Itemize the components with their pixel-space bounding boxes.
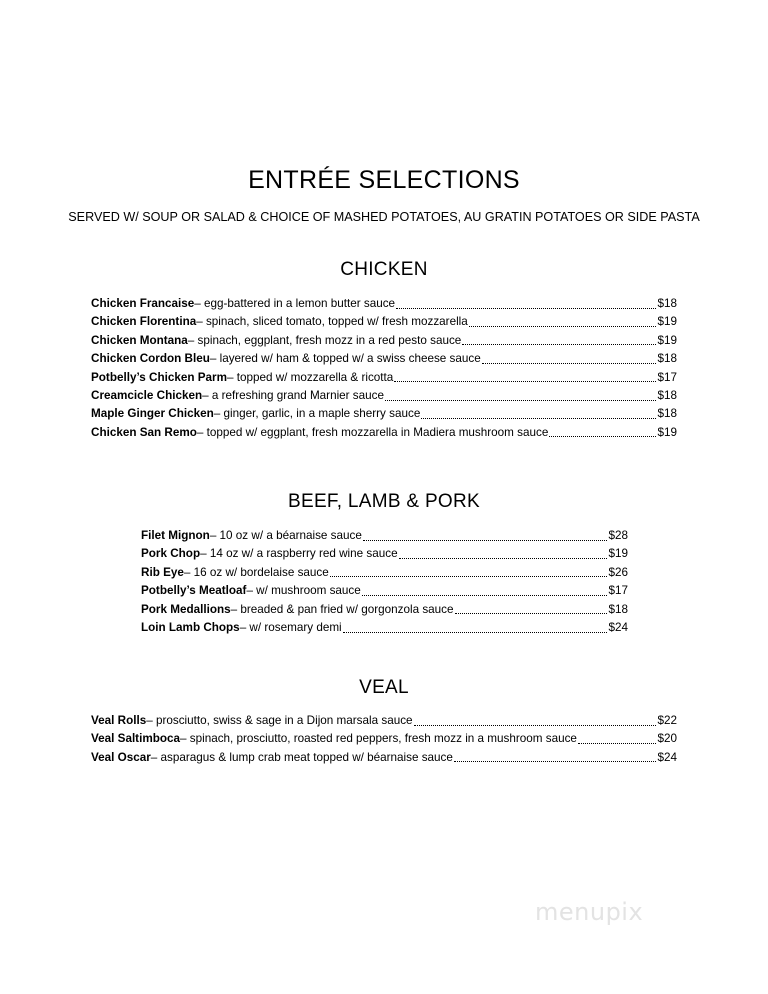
item-name: Rib Eye [141,565,184,579]
item-description: – prosciutto, swiss & sage in a Dijon marsala sauce [146,714,413,727]
item-description: – 16 oz w/ bordelaise sauce [183,565,329,579]
item-price: $28 [608,529,628,542]
item-name: Maple Ginger Chicken [91,407,214,421]
dot-leader [421,418,656,419]
list-item [141,619,628,637]
list-item [141,545,628,563]
item-price: $24 [608,620,628,634]
list-item [141,564,628,582]
dot-leader [362,595,608,596]
item-description: – 10 oz w/ a béarnaise sauce [209,529,362,542]
menu-title: ENTRÉE SELECTIONS [248,166,520,194]
item-description: – spinach, sliced tomato, topped w/ fresh mozzarella [196,315,468,329]
item-price: $18 [608,602,628,616]
dot-leader [414,725,657,726]
item-price: $19 [657,315,677,329]
dot-leader [330,576,608,577]
beef-lamb-pork-list [141,527,628,637]
menupix-watermark-logo: menupix [535,898,644,926]
item-description: – ginger, garlic, in a maple sherry sauce [213,407,421,421]
item-name: Veal Oscar [91,750,151,764]
list-item [91,295,677,313]
item-price: $18 [657,407,677,421]
item-description: – topped w/ mozzarella & ricotta [226,370,394,384]
list-item [91,405,677,423]
item-price: $19 [657,425,677,439]
dot-leader [363,540,608,541]
item-name: Chicken Montana [91,333,188,347]
item-price: $19 [608,547,628,561]
item-description: – asparagus & lump crab meat topped w/ béarnaise sauce [150,750,453,764]
item-name: Potbelly’s Chicken Parm [91,370,227,384]
list-item [91,387,677,405]
list-item [91,350,677,368]
list-item [91,332,677,350]
item-description: – w/ rosemary demi [239,620,342,634]
dot-leader [469,326,657,327]
item-description: – layered w/ ham & topped w/ a swiss cheese sauce [209,352,481,366]
dot-leader [343,632,608,633]
list-item [91,730,677,748]
list-item [141,527,628,545]
item-description: – spinach, prosciutto, roasted red peppers, fresh mozz in a mushroom sauce [180,732,577,746]
list-item [91,749,677,767]
dot-leader [462,344,656,345]
dot-leader [578,743,657,744]
item-name: Filet Mignon [141,529,210,542]
item-description: – a refreshing grand Marnier sauce [202,388,384,402]
item-price: $20 [657,732,677,746]
item-description: – egg-battered in a lemon butter sauce [194,297,396,310]
item-name: Chicken Cordon Bleu [91,352,210,366]
item-price: $18 [657,297,677,310]
item-description: – w/ mushroom sauce [246,584,361,598]
item-name: Pork Chop [141,547,201,561]
dot-leader [454,761,657,762]
item-name: Veal Rolls [91,714,147,727]
item-name: Pork Medallions [141,602,231,616]
section-heading-veal: VEAL [359,677,409,698]
dot-leader [394,381,656,382]
list-item [141,601,628,619]
item-name: Veal Saltimboca [91,732,180,746]
dot-leader [549,436,656,437]
item-price: $17 [608,584,628,598]
list-item [141,582,628,600]
item-price: $19 [657,333,677,347]
dot-leader [385,400,656,401]
dot-leader [396,308,656,309]
item-name: Potbelly’s Meatloaf [141,584,247,598]
list-item [91,712,677,730]
dot-leader [455,613,608,614]
item-price: $22 [657,714,677,727]
section-heading-beef-lamb-pork: BEEF, LAMB & PORK [288,491,480,512]
item-price: $18 [657,388,677,402]
dot-leader [399,558,608,559]
item-name: Loin Lamb Chops [141,620,240,634]
item-name: Chicken Florentina [91,315,197,329]
item-price: $24 [657,750,677,764]
dot-leader [482,363,657,364]
menu-subtitle: SERVED W/ SOUP OR SALAD & CHOICE OF MASHED POTATOES, AU GRATIN POTATOES OR SIDE PASTA [68,210,700,224]
list-item [91,313,677,331]
list-item [91,369,677,387]
item-name: Chicken Francaise [91,297,195,310]
item-description: – 14 oz w/ a raspberry red wine sauce [200,547,398,561]
item-description: – spinach, eggplant, fresh mozz in a red pesto sauce [187,333,462,347]
item-price: $18 [657,352,677,366]
chicken-list [91,295,677,442]
item-price: $17 [657,370,677,384]
item-name: Chicken San Remo [91,425,197,439]
item-description: – breaded & pan fried w/ gorgonzola sauce [230,602,454,616]
veal-list [91,712,677,767]
item-name: Creamcicle Chicken [91,388,203,402]
item-price: $26 [608,565,628,579]
list-item [91,424,677,442]
section-heading-chicken: CHICKEN [340,259,428,280]
item-description: – topped w/ eggplant, fresh mozzarella in Madiera mushroom sauce [196,425,549,439]
